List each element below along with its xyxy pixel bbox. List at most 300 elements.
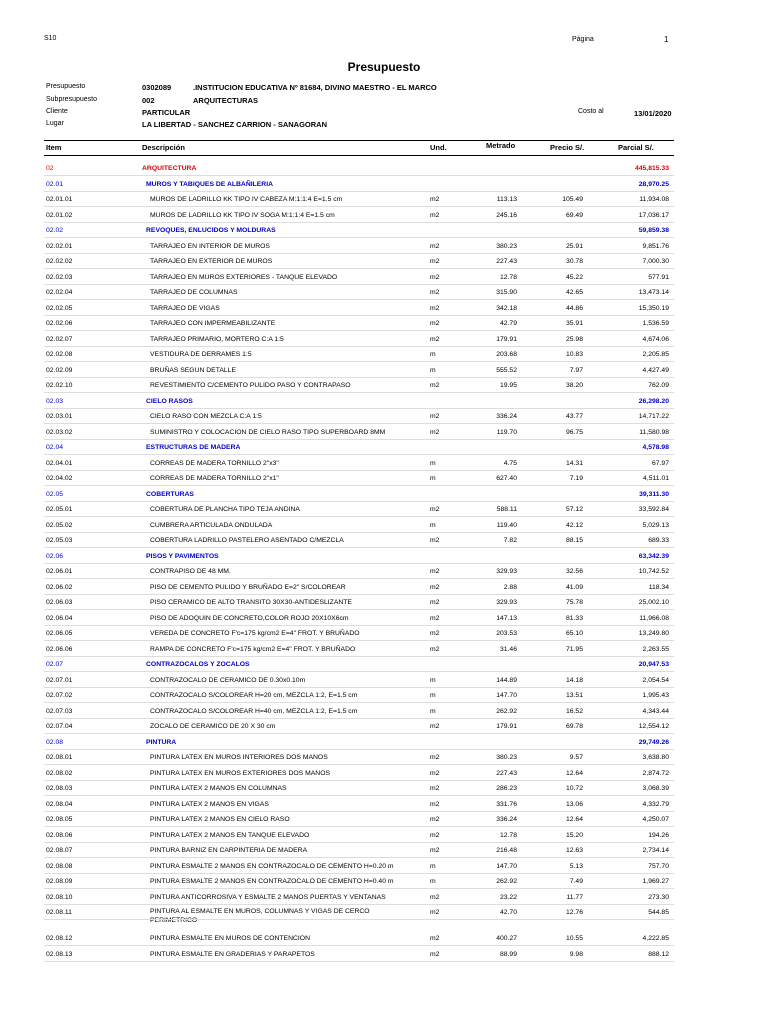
item-metrado: 315.90	[496, 289, 517, 296]
item-metrado: 286.23	[496, 785, 517, 792]
item-precio: 42.65	[565, 289, 583, 296]
item-code: 02.06.04	[46, 614, 73, 622]
item-unit: m	[430, 862, 436, 870]
item-code: 02.01	[46, 180, 64, 188]
item-parcial: 59,859.38	[638, 227, 669, 234]
table-row	[0, 858, 768, 874]
item-metrado: 331.76	[496, 800, 517, 808]
item-parcial: 9,851.76	[642, 242, 669, 250]
table-row	[0, 811, 768, 827]
item-description: TARRAJEO EN MUROS EXTERIORES - TANQUE ELEVADO	[150, 273, 338, 281]
item-code: 02.08.10	[46, 893, 73, 901]
table-row	[0, 873, 768, 889]
table-row	[0, 532, 768, 548]
table-row	[0, 284, 768, 300]
item-description: PINTURA LATEX 2 MANOS EN VIGAS	[150, 800, 269, 808]
item-parcial: 15,350.19	[638, 304, 669, 312]
item-unit: m	[430, 676, 436, 684]
item-code: 02.02.05	[46, 304, 73, 312]
item-code: 02.02.07	[46, 335, 73, 343]
item-metrado: 144.89	[496, 676, 517, 684]
item-unit: m2	[430, 335, 440, 343]
item-description: ARQUITECTURA	[142, 165, 197, 172]
item-parcial: 2,734.14	[642, 847, 669, 854]
item-parcial: 11,966.08	[639, 614, 669, 622]
col-precio: Precio S/.	[550, 143, 585, 152]
item-code: 02.02.10	[46, 382, 73, 389]
item-code: 02.08.02	[46, 769, 73, 777]
item-metrado: 147.70	[496, 692, 517, 699]
item-parcial: 26,298.20	[638, 397, 669, 405]
item-unit: m2	[430, 258, 440, 265]
item-code: 02.08.03	[46, 785, 73, 792]
item-precio: 71.95	[565, 645, 583, 653]
item-metrado: 588.11	[496, 506, 517, 513]
item-code: 02.08	[46, 738, 64, 746]
item-description: MUROS DE LADRILLO KK TIPO IV SOGA M:1:1:4 E=1.5 cm	[150, 211, 335, 219]
item-unit: m2	[430, 723, 440, 730]
item-precio: 105.49	[562, 196, 583, 203]
item-precio: 16.52	[565, 707, 583, 715]
item-precio: 12.64	[565, 816, 583, 823]
item-metrado: 23.22	[499, 893, 517, 901]
item-parcial: 4,332.79	[642, 800, 669, 808]
item-metrado: 19.95	[499, 382, 517, 389]
item-metrado: 2.88	[503, 583, 517, 591]
item-unit: m	[430, 366, 436, 374]
item-unit: m	[430, 521, 436, 529]
item-code: 02.06.02	[46, 583, 73, 591]
item-parcial: 63,342.39	[638, 552, 669, 560]
subsection-row	[0, 548, 768, 564]
item-parcial: 13,249.80	[638, 630, 669, 637]
item-description: CORREAS DE MADERA TORNILLO 2"x3"	[150, 459, 279, 467]
item-parcial: 5,029.13	[642, 521, 669, 529]
section-row	[0, 160, 768, 176]
item-precio: 12.63	[565, 847, 583, 854]
costo-date: 13/01/2020	[634, 109, 672, 118]
item-code: 02.02.06	[46, 320, 73, 327]
item-description: PINTURA ESMALTE 2 MANOS EN CONTRAZOCALO DE CEMENTO H=0.20 m	[150, 862, 394, 870]
item-parcial: 757.70	[648, 862, 669, 870]
item-code: 02.02.09	[46, 366, 73, 374]
item-metrado: 119.40	[496, 521, 517, 529]
item-code: 02.06.01	[46, 568, 73, 575]
item-parcial: 3,068.39	[642, 785, 669, 792]
item-metrado: 113.13	[496, 196, 517, 203]
item-code: 02.07.03	[46, 707, 73, 715]
item-precio: 88.15	[565, 537, 583, 544]
item-parcial: 17,036.17	[638, 211, 669, 219]
table-row	[0, 718, 768, 734]
item-unit: m2	[430, 800, 440, 808]
item-unit: m2	[430, 893, 440, 901]
item-code: 02.08.11	[46, 909, 72, 916]
item-description: CUMBRERA ARTICULADA ONDULADA	[150, 521, 273, 529]
table-row	[0, 842, 768, 858]
item-metrado: 7.82	[503, 537, 517, 544]
item-unit: m2	[430, 583, 440, 591]
item-metrado: 245.16	[496, 211, 517, 219]
item-description: VESTIDURA DE DERRAMES 1:5	[150, 351, 252, 358]
item-precio: 69.49	[565, 211, 583, 219]
item-precio: 25.91	[565, 242, 583, 250]
col-descripcion: Descripción	[142, 143, 185, 152]
item-code: 02.02.03	[46, 273, 73, 281]
item-metrado: 336.24	[496, 816, 517, 823]
table-row	[0, 207, 768, 223]
item-code: 02.03.01	[46, 413, 73, 420]
item-code: 02.01.01	[46, 196, 73, 203]
subsection-row	[0, 393, 768, 409]
item-metrado: 380.23	[496, 242, 517, 250]
item-code: 02.08.05	[46, 816, 73, 823]
subpresupuesto-code: 002	[142, 96, 155, 105]
table-row	[0, 238, 768, 254]
item-code: 02.08.01	[46, 754, 73, 761]
item-precio: 5.13	[569, 862, 583, 870]
table-row	[0, 331, 768, 347]
item-precio: 7.49	[569, 878, 583, 885]
item-parcial: 1,969.27	[642, 878, 669, 885]
item-description: COBERTURAS	[146, 490, 194, 498]
item-parcial: 1,536.59	[642, 320, 669, 327]
item-unit: m	[430, 459, 436, 467]
item-description: RAMPA DE CONCRETO F'c=175 kg/cm2 E=4" FROT. Y BRUÑADO	[150, 645, 356, 653]
item-unit: m2	[430, 196, 440, 203]
item-description: PISO DE CEMENTO PULIDO Y BRUÑADO E=2" S/COLOREAR	[150, 583, 346, 591]
item-metrado: 12.78	[499, 273, 517, 281]
item-metrado: 329.93	[496, 568, 517, 575]
item-code: 02.04.01	[46, 459, 73, 467]
item-unit: m2	[430, 645, 440, 653]
item-metrado: 555.52	[496, 366, 517, 374]
page-title: Presupuesto	[347, 60, 421, 74]
item-description: TARRAJEO PRIMARIO, MORTERO C:A 1:5	[150, 335, 284, 343]
item-metrado: 380.23	[496, 754, 517, 761]
item-unit: m	[430, 475, 436, 482]
item-code: 02.04.02	[46, 475, 73, 482]
item-parcial: 2,054.54	[642, 676, 669, 684]
item-metrado: 88.99	[499, 950, 517, 958]
item-precio: 25.98	[565, 335, 583, 343]
item-precio: 10.72	[565, 785, 583, 792]
item-code: 02.07.01	[46, 676, 73, 684]
item-metrado: 262.92	[496, 707, 517, 715]
item-precio: 96.75	[565, 428, 583, 436]
table-row	[0, 904, 768, 930]
item-parcial: 4,674.06	[642, 335, 669, 343]
item-description: CORREAS DE MADERA TORNILLO 2"x1"	[150, 475, 279, 482]
item-description: PINTURA LATEX EN MUROS INTERIORES DOS MANOS	[150, 754, 328, 761]
item-description: PINTURA ESMALTE EN MUROS DE CONTENCION	[150, 935, 310, 942]
item-code: 02.02.02	[46, 258, 73, 265]
item-precio: 10.83	[565, 351, 583, 358]
item-parcial: 577.91	[648, 273, 669, 281]
item-code: 02.07.04	[46, 723, 73, 730]
item-code: 02.07.02	[46, 692, 73, 699]
item-code: 02.08.04	[46, 800, 73, 808]
item-unit: m	[430, 692, 436, 699]
item-parcial: 4,427.49	[642, 366, 669, 374]
item-description: TARRAJEO CON IMPERMEABILIZANTE	[150, 320, 276, 327]
table-row	[0, 563, 768, 579]
item-parcial: 29,749.26	[638, 738, 669, 746]
item-parcial: 39,311.30	[639, 490, 669, 498]
item-code: 02.06.06	[46, 645, 73, 653]
item-metrado: 329.93	[496, 599, 517, 606]
item-parcial: 11,934.08	[639, 196, 669, 203]
item-description: CONTRAPISO DE 48 MM.	[150, 568, 231, 575]
item-description: PINTURA AL ESMALTE EN MUROS, COLUMNAS Y VIGAS DE CERCO PERIMETRICO	[150, 908, 370, 924]
item-precio: 7.97	[569, 366, 583, 374]
item-parcial: 14,717.22	[638, 413, 669, 420]
item-precio: 7.19	[569, 475, 583, 482]
item-precio: 10.55	[565, 935, 583, 942]
item-precio: 14.18	[565, 676, 583, 684]
item-metrado: 31.46	[499, 645, 517, 653]
table-header	[44, 140, 674, 154]
table-row	[0, 889, 768, 905]
item-parcial: 762.09	[648, 382, 669, 389]
item-description: COBERTURA LADRILLO PASTELERO ASENTADO C/MEZCLA	[150, 537, 344, 544]
item-unit: m2	[430, 950, 440, 958]
item-description: PINTURA ESMALTE EN GRADERIAS Y PARAPETOS	[150, 950, 315, 958]
table-row	[0, 930, 768, 946]
item-precio: 45.22	[565, 273, 583, 281]
item-code: 02.06.05	[46, 630, 73, 637]
table-row	[0, 300, 768, 316]
item-description: MUROS DE LADRILLO KK TIPO IV CABEZA M:1:1:4 E=1.5 cm	[150, 196, 343, 203]
item-metrado: 342.18	[496, 304, 517, 312]
item-code: 02.08.07	[46, 847, 73, 854]
item-parcial: 194.26	[648, 831, 669, 839]
corner-code: S10	[44, 35, 57, 42]
item-parcial: 689.33	[648, 537, 669, 544]
item-code: 02.08.06	[46, 831, 73, 839]
item-parcial: 33,592.84	[638, 506, 669, 513]
item-parcial: 4,250.07	[642, 816, 669, 823]
subsection-row	[0, 176, 768, 192]
item-code: 02.06	[46, 552, 64, 560]
table-row	[0, 315, 768, 331]
table-row	[0, 780, 768, 796]
item-code: 02.03.02	[46, 428, 73, 436]
table-row	[0, 687, 768, 703]
item-precio: 41.09	[565, 583, 583, 591]
table-row	[0, 377, 768, 393]
item-unit: m	[430, 707, 436, 715]
item-description: CIELO RASO CON MEZCLA C:A 1:5	[150, 413, 262, 420]
item-code: 02.05.02	[46, 521, 73, 529]
item-precio: 12.76	[565, 909, 583, 916]
presupuesto-label: Presupuesto	[46, 83, 86, 90]
item-precio: 42.12	[565, 521, 583, 529]
item-description: ZOCALO DE CERAMICO DE 20 X 30 cm	[150, 723, 276, 730]
item-unit: m2	[430, 935, 440, 942]
item-metrado: 627.40	[496, 475, 517, 482]
presupuesto-code: 0302089	[142, 83, 172, 92]
item-unit: m	[430, 878, 436, 885]
item-parcial: 20,947.53	[638, 661, 669, 668]
item-description: CIELO RASOS	[146, 397, 193, 405]
subsection-row	[0, 439, 768, 455]
lugar-label: Lugar	[46, 120, 64, 127]
item-description: PINTURA LATEX 2 MANOS EN CIELO RASO	[150, 816, 290, 823]
item-metrado: 262.92	[496, 878, 517, 885]
item-unit: m2	[430, 754, 440, 761]
item-code: 02.02.04	[46, 289, 73, 296]
item-description: TARRAJEO DE VIGAS	[150, 304, 220, 312]
item-parcial: 3,638.80	[642, 754, 669, 761]
item-parcial: 13,473.14	[638, 289, 669, 296]
item-precio: 12.64	[565, 769, 583, 777]
table-row	[0, 408, 768, 424]
item-unit: m2	[430, 304, 440, 312]
item-precio: 14.31	[565, 459, 583, 467]
item-description: PINTURA LATEX EN MUROS EXTERIORES DOS MANOS	[150, 769, 331, 777]
item-unit: m2	[430, 320, 440, 327]
item-parcial: 445,815.33	[634, 165, 669, 172]
item-parcial: 2,874.72	[642, 769, 669, 777]
item-unit: m2	[430, 211, 440, 219]
item-precio: 65.10	[565, 630, 583, 637]
cliente-label: Cliente	[46, 108, 68, 115]
col-item: Item	[46, 143, 62, 152]
item-metrado: 336.24	[496, 413, 517, 420]
item-code: 02.08.13	[46, 950, 73, 958]
item-code: 02.07	[46, 661, 64, 668]
item-metrado: 119.70	[496, 428, 517, 436]
table-row	[0, 362, 768, 378]
item-parcial: 2,205.85	[642, 351, 669, 358]
item-metrado: 4.75	[503, 459, 517, 467]
subsection-row	[0, 734, 768, 750]
cliente-value: PARTICULAR	[142, 108, 191, 117]
item-description: TARRAJEO EN INTERIOR DE MUROS	[150, 242, 270, 250]
item-metrado: 227.43	[496, 769, 517, 777]
item-description: COBERTURA DE PLANCHA TIPO TEJA ANDINA	[150, 506, 300, 513]
item-precio: 38.20	[565, 382, 583, 389]
subsection-row	[0, 656, 768, 672]
table-row	[0, 672, 768, 688]
table-row	[0, 269, 768, 285]
item-precio: 15.20	[565, 831, 583, 839]
table-row	[0, 346, 768, 362]
item-parcial: 1,995.43	[642, 692, 669, 699]
table-row	[0, 765, 768, 781]
item-metrado: 203.53	[496, 630, 517, 637]
item-code: 02.08.08	[46, 862, 73, 870]
item-description: BRUÑAS SEGUN DETALLE	[150, 366, 236, 374]
item-parcial: 118.34	[648, 583, 669, 591]
item-parcial: 11,580.98	[639, 428, 669, 436]
item-unit: m2	[430, 816, 440, 823]
item-precio: 9.57	[569, 754, 583, 761]
table-row	[0, 641, 768, 657]
table-row	[0, 749, 768, 765]
table-row	[0, 594, 768, 610]
item-unit: m2	[430, 568, 440, 575]
item-code: 02.01.02	[46, 211, 73, 219]
item-parcial: 2,263.55	[642, 645, 669, 653]
table-row	[0, 517, 768, 533]
col-und: Und.	[430, 143, 447, 152]
item-unit: m2	[430, 614, 440, 622]
item-parcial: 12,554.12	[638, 723, 669, 730]
item-description: TARRAJEO DE COLUMNAS	[150, 289, 238, 296]
subpresupuesto-name: ARQUITECTURAS	[193, 96, 258, 105]
table-row	[0, 579, 768, 595]
col-metrado: Metrado	[486, 141, 516, 150]
item-description: MUROS Y TABIQUES DE ALBAÑILERIA	[146, 180, 274, 188]
item-metrado: 216.48	[496, 847, 517, 854]
item-unit: m2	[430, 847, 440, 854]
item-description: ESTRUCTURAS DE MADERA	[146, 444, 241, 451]
item-description: PINTURA ANTICORROSIVA Y ESMALTE 2 MANOS PUERTAS Y VENTANAS	[150, 893, 386, 901]
item-parcial: 273.30	[648, 893, 669, 901]
item-unit: m2	[430, 382, 440, 389]
item-unit: m2	[430, 242, 440, 250]
item-metrado: 42.79	[499, 320, 517, 327]
item-description: CONTRAZOCALO S/COLOREAR H=20 cm, MEZCLA 1:2, E=1.5 cm	[150, 692, 358, 699]
item-description: PINTURA BARNIZ EN CARPINTERIA DE MADERA	[150, 847, 308, 854]
page-number: 1	[664, 35, 669, 44]
item-description: TARRAJEO EN EXTERIOR DE MUROS	[150, 258, 273, 265]
item-parcial: 4,578.98	[642, 444, 669, 451]
item-unit: m2	[430, 413, 440, 420]
table-header-bottom-rule	[44, 155, 674, 156]
table-row	[0, 455, 768, 471]
item-metrado: 42.70	[499, 909, 517, 916]
item-parcial: 7,000.30	[642, 258, 669, 265]
costo-label: Costo al	[578, 108, 604, 115]
item-parcial: 10,742.52	[638, 568, 669, 575]
item-description: PISOS Y PAVIMENTOS	[146, 552, 219, 560]
item-unit: m2	[430, 785, 440, 792]
item-metrado: 227.43	[496, 258, 517, 265]
item-parcial: 888.12	[648, 950, 669, 958]
subsection-row	[0, 222, 768, 238]
item-description: PINTURA LATEX 2 MANOS EN TANQUE ELEVADO	[150, 831, 310, 839]
item-precio: 69.78	[565, 723, 583, 730]
item-description: CONTRAZOCALO S/COLOREAR H=40 cm, MEZCLA 1:2, E=1.5 cm	[150, 707, 358, 715]
item-description: VEREDA DE CONCRETO F'c=175 kg/cm2 E=4" FROT. Y BRUÑADO	[150, 630, 360, 637]
item-unit: m2	[430, 831, 440, 839]
item-description: REVOQUES, ENLUCIDOS Y MOLDURAS	[146, 227, 276, 234]
item-precio: 13.06	[565, 800, 583, 808]
item-parcial: 67.97	[651, 459, 669, 467]
presupuesto-name: .INSTITUCION EDUCATIVA Nº 81684, DIVINO MAESTRO - EL MARCO	[193, 83, 437, 92]
table-row	[0, 470, 768, 486]
table-row	[0, 610, 768, 626]
table-row	[0, 796, 768, 812]
item-unit: m2	[430, 428, 440, 436]
item-description: PINTURA	[146, 738, 177, 746]
item-description: PISO DE ADOQUIN DE CONCRETO,COLOR ROJO 20X10X6cm	[150, 614, 349, 622]
item-description: SUMINISTRO Y COLOCACION DE CIELO RASO TIPO SUPERBOARD 8MM	[150, 428, 386, 436]
item-unit: m2	[430, 273, 440, 281]
item-unit: m2	[430, 506, 440, 513]
item-code: 02.05.03	[46, 537, 73, 544]
item-precio: 81.33	[565, 614, 583, 622]
page-label: Página	[572, 36, 594, 43]
item-code: 02.08.12	[46, 935, 73, 942]
item-code: 02.02.08	[46, 351, 73, 358]
item-precio: 43.77	[565, 413, 583, 420]
table-row	[0, 827, 768, 843]
item-metrado: 203.68	[496, 351, 517, 358]
